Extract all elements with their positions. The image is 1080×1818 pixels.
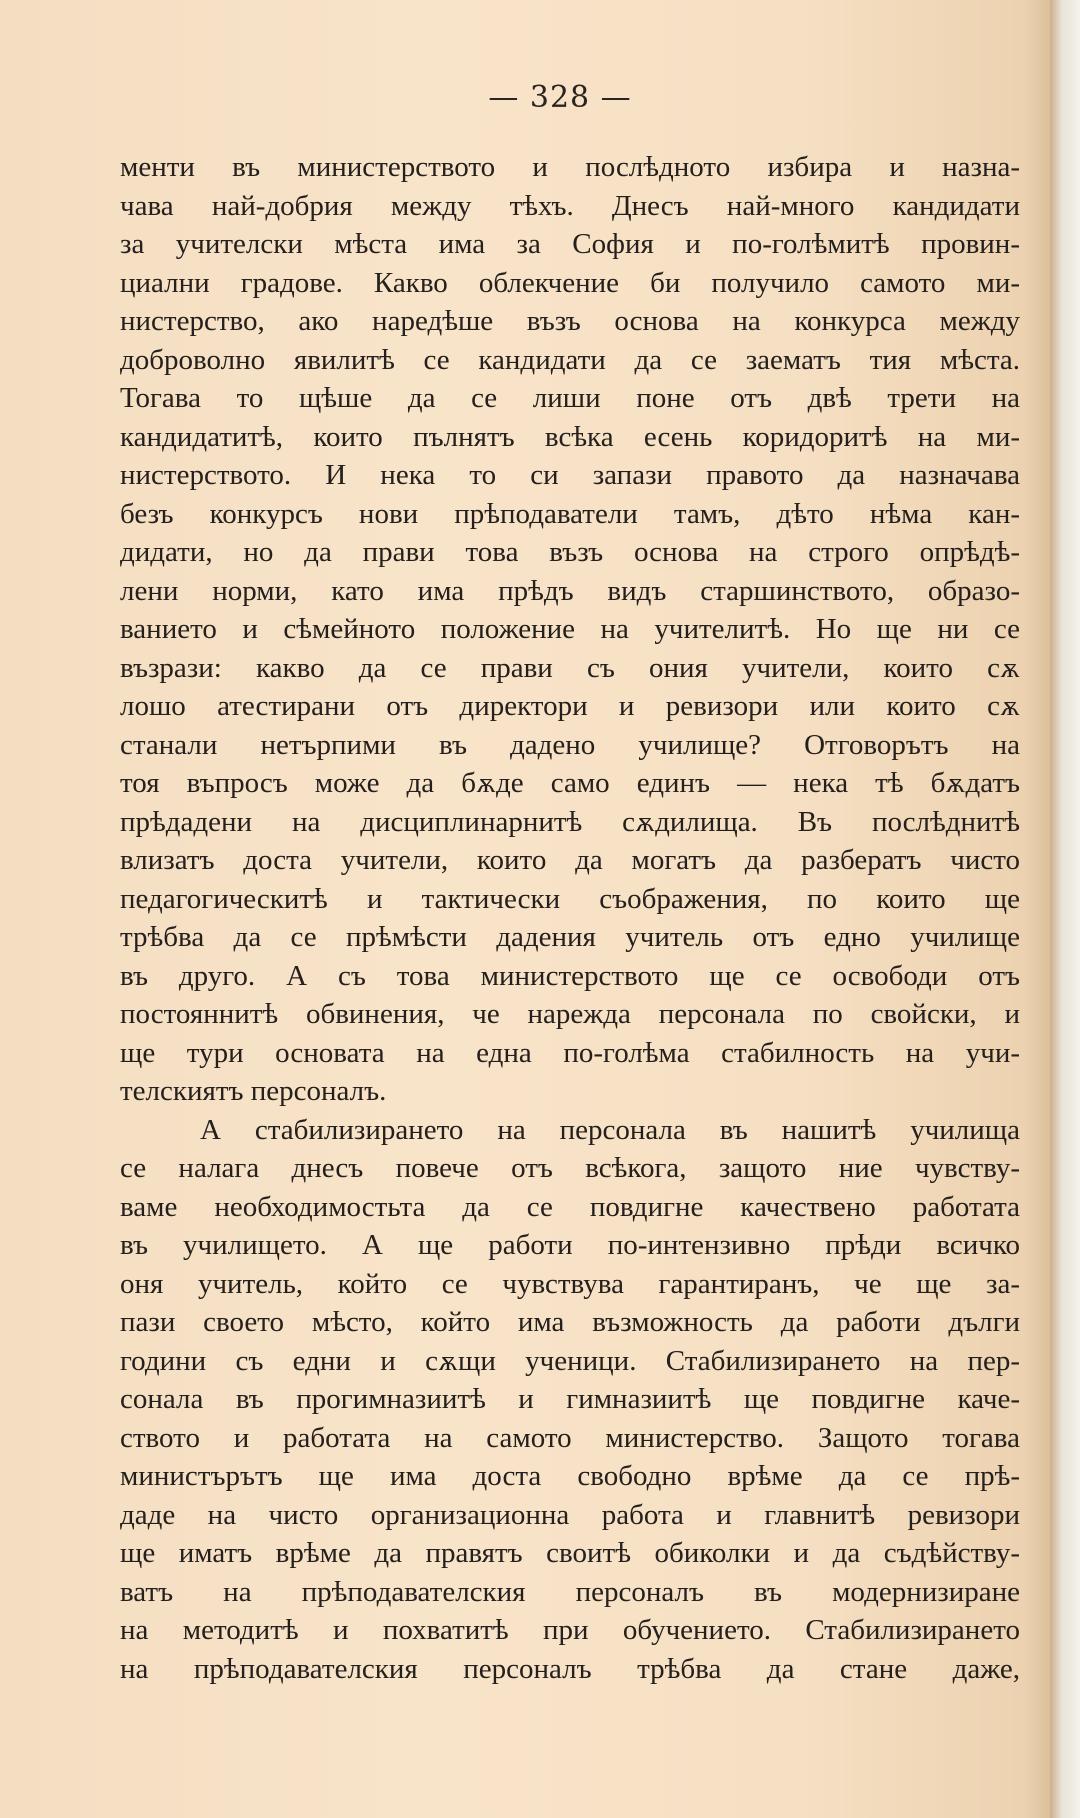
text-line: лошо атестирани отъ директори и ревизори или които сѫ	[120, 690, 1020, 722]
text-line: пази своето мѣсто, който има възможность да работи дълги	[120, 1306, 1020, 1338]
text-line: педагогическитѣ и тактически съображения, по които ще	[120, 882, 1020, 915]
text-line: лени норми, като има прѣдъ видъ старшинството, образо-	[120, 574, 1020, 607]
text-line: нистерството. И нека то си запази правото да назначава	[120, 459, 1020, 491]
text-line: възрази: какво да се прави съ ония учители, които сѫ	[120, 651, 1020, 684]
text-line: чава най-добрия между тѣхъ. Днесъ най-много кандидати	[120, 189, 1020, 222]
text-line: години съ едни и сѫщи ученици. Стабилизирането на пер-	[120, 1344, 1020, 1377]
text-line: въ друго. А съ това министерството ще се освободи отъ	[120, 959, 1020, 992]
body-text	[120, 148, 1020, 1688]
text-line: влизатъ доста учители, които да могатъ да разбератъ чисто	[120, 844, 1020, 876]
text-line: на прѣподавателския персоналъ трѣбва да стане даже,	[120, 1652, 1020, 1685]
text-line: министърътъ ще има доста свободно врѣме да се прѣ-	[120, 1460, 1020, 1492]
text-line: кандидатитѣ, които пълнятъ всѣка есень коридоритѣ на ми-	[120, 420, 1020, 453]
paragraph-start-line: А стабилизирането на персонала въ нашитѣ училища	[200, 1113, 1020, 1146]
text-line: станали нетърпими въ дадено училище? Отговорътъ на	[120, 728, 1020, 761]
text-line: ванието и сѣмейното положение на учителитѣ. Но ще ни се	[120, 613, 1020, 645]
text-line: се налага днесъ повече отъ всѣкога, защото ние чувству-	[120, 1152, 1020, 1184]
paragraph-end-line: телскиятъ персоналъ.	[120, 1075, 387, 1107]
text-line: ще иматъ врѣме да правятъ своитѣ обиколки и да съдѣйству-	[120, 1537, 1020, 1569]
text-line: ството и работата на самото министерство. Защото тогава	[120, 1421, 1020, 1454]
page-number: — 328 —	[488, 80, 632, 115]
text-line: ватъ на прѣподавателския персоналъ въ модернизиране	[120, 1575, 1020, 1608]
text-line: въ училището. А ще работи по-интензивно прѣди всичко	[120, 1229, 1020, 1261]
text-line: прѣдадени на дисциплинарнитѣ сѫдилища. Въ послѣднитѣ	[120, 805, 1020, 838]
text-line: менти въ министерството и послѣдното избира и назна-	[120, 151, 1020, 183]
text-line: циални градове. Какво облекчение би получило самото ми-	[120, 266, 1020, 299]
text-line: тоя въпросъ може да бѫде само единъ — нека тѣ бѫдатъ	[120, 767, 1020, 799]
text-line: постояннитѣ обвинения, че нарежда персонала по свойски, и	[120, 998, 1020, 1030]
text-line: оня учитель, който се чувствува гарантиранъ, че ще за-	[120, 1267, 1020, 1300]
text-line: ще тури основата на една по-голѣма стабилность на учи-	[120, 1036, 1020, 1069]
text-line: на методитѣ и похватитѣ при обучението. Стабилизирането	[120, 1614, 1020, 1646]
text-line: даде на чисто организационна работа и главнитѣ ревизори	[120, 1498, 1020, 1531]
text-line: дидати, но да прави това възъ основа на строго опрѣдѣ-	[120, 536, 1020, 568]
page-edge	[1050, 0, 1080, 1818]
text-line: Тогава то щѣше да се лиши поне отъ двѣ трети на	[120, 382, 1020, 414]
text-line: доброволно явилитѣ се кандидати да се заематъ тия мѣста.	[120, 343, 1020, 376]
text-line: трѣбва да се прѣмѣсти дадения учитель отъ едно училище	[120, 921, 1020, 953]
text-line: нистерство, ако наредѣше възъ основа на конкурса между	[120, 305, 1020, 337]
text-line: за учителски мѣста има за София и по-голѣмитѣ провин-	[120, 228, 1020, 260]
text-line: ваме необходимостьта да се повдигне качествено работата	[120, 1190, 1020, 1223]
text-line: безъ конкурсъ нови прѣподаватели тамъ, дѣто нѣма кан-	[120, 497, 1020, 530]
text-line: сонала въ прогимназиитѣ и гимназиитѣ ще повдигне каче-	[120, 1383, 1020, 1415]
